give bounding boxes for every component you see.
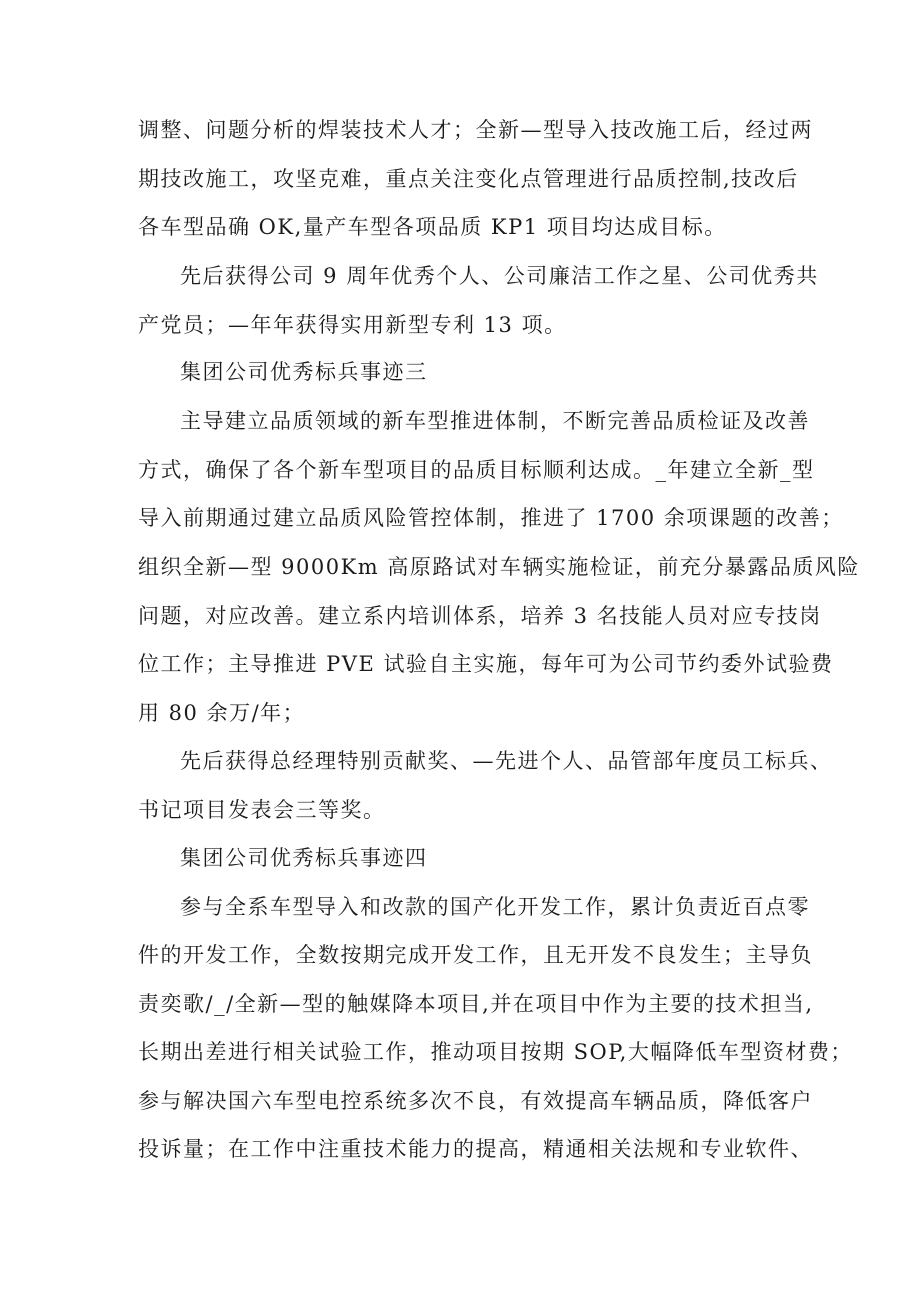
text-line: 导入前期通过建立品质风险管控体制，推进了 1700 余项课题的改善； bbox=[138, 506, 844, 530]
section-heading: 集团公司优秀标兵事迹四 bbox=[180, 846, 428, 870]
text-line: 问题，对应改善。建立系内培训体系，培养 3 名技能人员对应专技岗 bbox=[138, 604, 822, 628]
text-line: 组织全新—型 9000Km 高原路试对车辆实施检证，前充分暴露品质风险 bbox=[138, 555, 860, 579]
text-line: 先后获得总经理特别贡献奖、—先进个人、品管部年度员工标兵、 bbox=[180, 749, 833, 773]
text-line: 产党员；—年年获得实用新型专利 13 项。 bbox=[138, 313, 567, 337]
text-line: 方式，确保了各个新车型项目的品质目标顺利达成。_年建立全新_型 bbox=[138, 458, 815, 482]
text-line: 参与解决国六车型电控系统多次不良，有效提高车辆品质，降低客户 bbox=[138, 1089, 813, 1113]
text-line: 主导建立品质领域的新车型推进体制，不断完善品质检证及改善 bbox=[180, 409, 810, 433]
text-line: 参与全系车型导入和改款的国产化开发工作，累计负责近百点零 bbox=[180, 895, 810, 919]
text-line: 投诉量；在工作中注重技术能力的提高，精通相关法规和专业软件、 bbox=[138, 1137, 813, 1161]
text-line: 责奕歌/_/全新—型的触媒降本项目,并在项目中作为主要的技术担当, bbox=[138, 992, 814, 1016]
text-line: 长期出差进行相关试验工作，推动项目按期 SOP,大幅降低车型资材费； bbox=[138, 1040, 853, 1064]
section-heading: 集团公司优秀标兵事迹三 bbox=[180, 360, 428, 384]
text-line: 件的开发工作，全数按期完成开发工作，且无开发不良发生；主导负 bbox=[138, 943, 813, 967]
text-line: 书记项目发表会三等奖。 bbox=[138, 798, 386, 822]
text-line: 用 80 余万/年； bbox=[138, 701, 306, 725]
text-line: 期技改施工，攻坚克难，重点关注变化点管理进行品质控制,技改后 bbox=[138, 167, 799, 191]
text-line: 位工作；主导推进 PVE 试验自主实施，每年可为公司节约委外试验费 bbox=[138, 652, 834, 676]
text-line: 调整、问题分析的焊装技术人才；全新—型导入技改施工后，经过两 bbox=[138, 118, 813, 142]
text-line: 先后获得公司 9 周年优秀个人、公司廉洁工作之星、公司优秀共 bbox=[180, 264, 819, 288]
text-line: 各车型品确 OK,量产车型各项品质 KP1 项目均达成目标。 bbox=[138, 215, 727, 239]
